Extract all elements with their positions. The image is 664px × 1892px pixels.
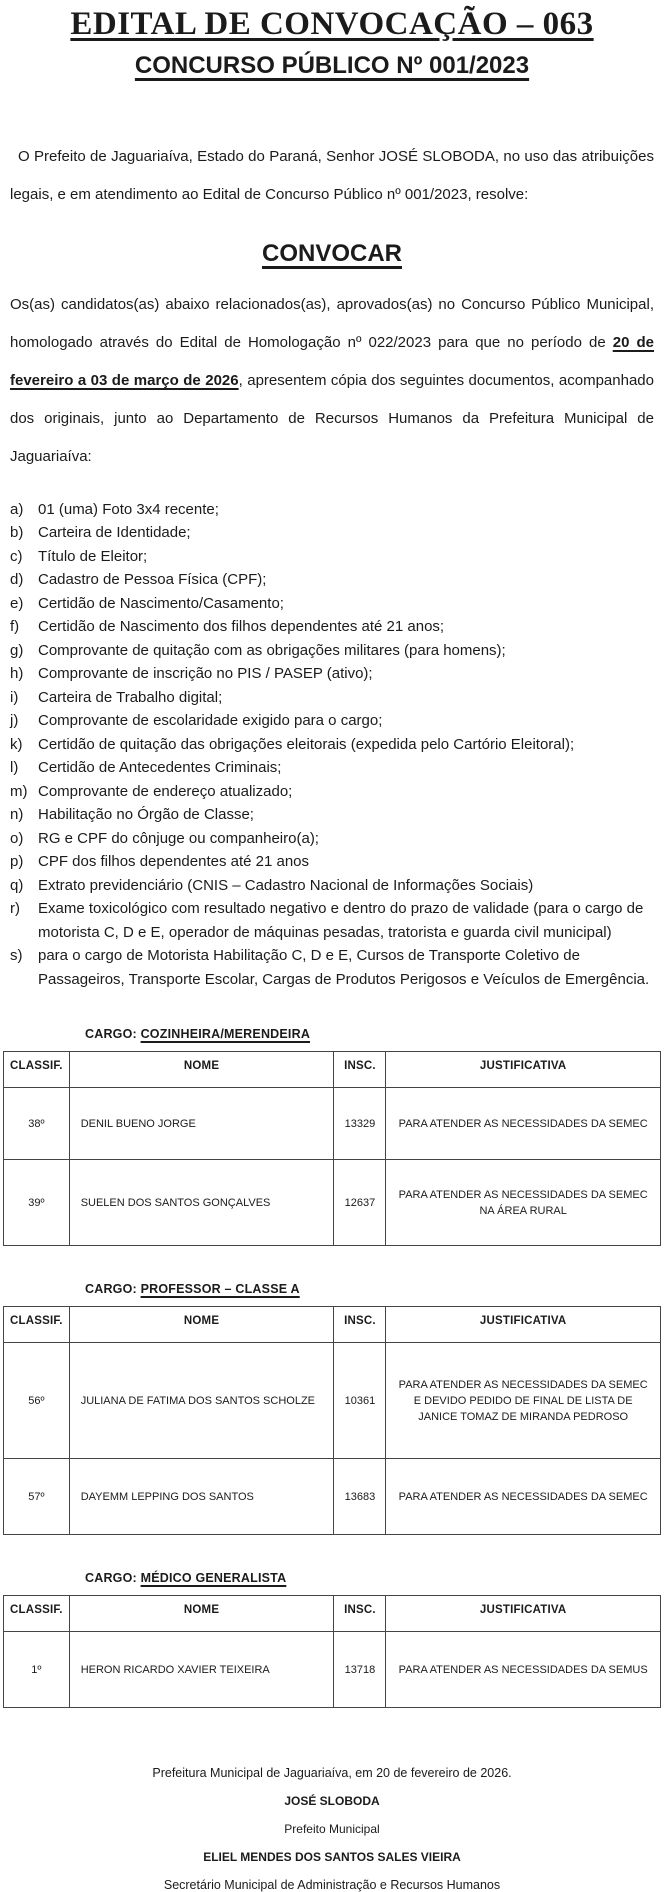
list-item-text: Certidão de quitação das obrigações eleitorais (expedida pelo Cartório Eleitoral);: [38, 735, 575, 753]
list-item-marker: c): [10, 547, 23, 565]
cell-classif: 57º: [4, 1459, 70, 1535]
header-nome: NOME: [69, 1052, 334, 1088]
page-title: [0, 6, 664, 44]
cell-insc: 12637: [334, 1160, 386, 1246]
list-item-marker: k): [10, 735, 23, 753]
cell-classif: 38º: [4, 1088, 70, 1160]
secretary-name: ELIEL MENDES DOS SANTOS SALES VIEIRA: [203, 1850, 461, 1865]
list-item-text: Certidão de Nascimento/Casamento;: [38, 594, 284, 612]
cargo-name: COZINHEIRA/MERENDEIRA: [140, 1027, 311, 1042]
list-item-text: Título de Eleitor;: [38, 547, 148, 565]
list-item: [10, 874, 654, 898]
convocar-heading-text: CONVOCAR: [261, 239, 402, 267]
list-item-marker: n): [10, 806, 24, 824]
header-nome: NOME: [69, 1307, 334, 1343]
list-item-marker: f): [10, 618, 20, 636]
header-insc: INSC.: [334, 1307, 386, 1343]
table-header-row: [4, 1596, 661, 1632]
list-item-text: CPF dos filhos dependentes até 21 anos: [38, 853, 310, 871]
list-item-text: Certidão de Antecedentes Criminais;: [38, 759, 282, 777]
cell-nome: SUELEN DOS SANTOS GONÇALVES: [69, 1160, 334, 1246]
header-classif: CLASSIF.: [4, 1052, 70, 1088]
list-item-marker: e): [10, 594, 24, 612]
cell-justificativa: PARA ATENDER AS NECESSIDADES DA SEMUS: [386, 1632, 661, 1708]
list-item-text: RG e CPF do cônjuge ou companheiro(a);: [38, 829, 319, 847]
cell-classif: 56º: [4, 1343, 70, 1459]
list-item: [10, 780, 654, 804]
cargo-name: PROFESSOR – CLASSE A: [140, 1282, 300, 1297]
list-item-marker: i): [10, 688, 19, 706]
list-item: [10, 756, 654, 780]
cell-classif: 39º: [4, 1160, 70, 1246]
list-item-text: Comprovante de quitação com as obrigações militares (para homens);: [38, 641, 506, 659]
list-item-marker: r): [10, 900, 20, 918]
subtitle: [0, 52, 664, 80]
list-item: [10, 498, 654, 522]
list-item: [10, 615, 654, 639]
cell-insc: 13329: [334, 1088, 386, 1160]
cell-nome: JULIANA DE FATIMA DOS SANTOS SCHOLZE: [69, 1343, 334, 1459]
list-item-marker: g): [10, 641, 24, 659]
list-item: [10, 827, 654, 851]
list-item: [10, 639, 654, 663]
header-classif: CLASSIF.: [4, 1596, 70, 1632]
list-item-text: Comprovante de endereço atualizado;: [38, 782, 293, 800]
list-item: [10, 686, 654, 710]
list-item-text: Habilitação no Órgão de Classe;: [38, 806, 254, 824]
table-header-row: [4, 1052, 661, 1088]
list-item-marker: b): [10, 524, 24, 542]
list-item-marker: d): [10, 571, 24, 589]
list-item-text: Extrato previdenciário (CNIS – Cadastro Nacional de Informações Sociais): [38, 876, 534, 894]
required-documents-list: [10, 498, 654, 992]
signature-block: [0, 1766, 664, 1892]
table-row: [4, 1160, 661, 1246]
convocation-paragraph: [10, 286, 654, 476]
header-justificativa: JUSTIFICATIVA: [386, 1307, 661, 1343]
deadline-highlight: 20 de fevereiro a 03 de março de 2026: [10, 333, 655, 389]
list-item-text: Carteira de Trabalho digital;: [38, 688, 223, 706]
secretary-title: Secretário Municipal de Administração e Recursos Humanos: [163, 1878, 501, 1892]
cargo-heading-cozinheira: [85, 1027, 664, 1041]
list-item-marker: q): [10, 876, 24, 894]
cell-justificativa: PARA ATENDER AS NECESSIDADES DA SEMEC: [386, 1088, 661, 1160]
list-item-text: Cadastro de Pessoa Física (CPF);: [38, 571, 267, 589]
header-nome: NOME: [69, 1596, 334, 1632]
header-insc: INSC.: [334, 1052, 386, 1088]
mayor-title: Prefeito Municipal: [284, 1822, 380, 1837]
cargo-heading-professor: [85, 1282, 664, 1296]
roster-table-cozinheira: [3, 1051, 661, 1246]
cargo-heading-medico: [85, 1571, 664, 1585]
cell-nome: HERON RICARDO XAVIER TEIXEIRA: [69, 1632, 334, 1708]
list-item-text: 01 (uma) Foto 3x4 recente;: [38, 500, 219, 518]
list-item-text: Comprovante de inscrição no PIS / PASEP (ativo);: [38, 665, 373, 683]
paragraph-segment: Os(as) candidatos(as) abaixo relacionados(as), aprovados(as) no Concurso Público Municipal, homologado através do Edital de Homologação nº 022/2023 para que no período de: [10, 295, 654, 351]
list-item-marker: h): [10, 665, 24, 683]
list-item-text: Comprovante de escolaridade exigido para o cargo;: [38, 712, 383, 730]
list-item-marker: l): [10, 759, 19, 777]
table-row: [4, 1088, 661, 1160]
page-title-text: EDITAL DE CONVOCAÇÃO – 063: [70, 6, 594, 42]
list-item-marker: a): [10, 500, 24, 518]
cargo-label: CARGO:: [85, 1571, 141, 1586]
roster-table-medico: [3, 1595, 661, 1708]
mayor-name: JOSÉ SLOBODA: [284, 1794, 380, 1809]
list-item: [10, 545, 654, 569]
cargo-label: CARGO:: [85, 1282, 141, 1297]
cell-insc: 13683: [334, 1459, 386, 1535]
list-item-text: Exame toxicológico com resultado negativo e dentro do prazo de validade (para o cargo de motorista C, D e E, operador de máquinas pesadas, tratorista e guarda civil municipal): [38, 900, 644, 941]
list-item-marker: s): [10, 947, 23, 965]
list-item: [10, 662, 654, 686]
subtitle-text: CONCURSO PÚBLICO Nº 001/2023: [134, 51, 530, 79]
list-item-text: Certidão de Nascimento dos filhos dependentes até 21 anos;: [38, 618, 445, 636]
list-item: [10, 592, 654, 616]
cell-insc: 10361: [334, 1343, 386, 1459]
list-item: [10, 803, 654, 827]
cell-justificativa: PARA ATENDER AS NECESSIDADES DA SEMEC NA ÁREA RURAL: [386, 1160, 661, 1246]
cell-justificativa: PARA ATENDER AS NECESSIDADES DA SEMEC E DEVIDO PEDIDO DE FINAL DE LISTA DE JANICE TOMAZ DE MIRANDA PEDROSO: [386, 1343, 661, 1459]
list-item: [10, 944, 654, 991]
cargo-name: MÉDICO GENERALISTA: [140, 1571, 287, 1586]
list-item: [10, 897, 654, 944]
list-item: [10, 850, 654, 874]
list-item: [10, 568, 654, 592]
table-row: [4, 1459, 661, 1535]
table-row: [4, 1343, 661, 1459]
roster-table-professor: [3, 1306, 661, 1535]
list-item-marker: p): [10, 853, 24, 871]
header-justificativa: JUSTIFICATIVA: [386, 1052, 661, 1088]
table-row: [4, 1632, 661, 1708]
header-justificativa: JUSTIFICATIVA: [386, 1596, 661, 1632]
cargo-label: CARGO:: [85, 1027, 141, 1042]
cell-nome: DENIL BUENO JORGE: [69, 1088, 334, 1160]
list-item-marker: o): [10, 829, 24, 847]
list-item: [10, 709, 654, 733]
list-item-text: Carteira de Identidade;: [38, 524, 191, 542]
intro-paragraph: O Prefeito de Jaguariaíva, Estado do Paraná, Senhor JOSÉ SLOBODA, no uso das atribuições legais, e em atendimento ao Edital de Concurso Público nº 001/2023, resolve:: [10, 147, 654, 203]
list-item-marker: j): [10, 712, 19, 730]
cell-justificativa: PARA ATENDER AS NECESSIDADES DA SEMEC: [386, 1459, 661, 1535]
list-item-marker: m): [10, 782, 28, 800]
cell-classif: 1º: [4, 1632, 70, 1708]
header-insc: INSC.: [334, 1596, 386, 1632]
cell-nome: DAYEMM LEPPING DOS SANTOS: [69, 1459, 334, 1535]
list-item: [10, 733, 654, 757]
paragraph-segment: , apresentem cópia dos seguintes documentos, acompanhado dos originais, junto ao Departamento de Recursos Humanos da Prefeitura Municipal de Jaguariaíva:: [10, 371, 654, 465]
table-header-row: [4, 1307, 661, 1343]
list-item: [10, 521, 654, 545]
header-classif: CLASSIF.: [4, 1307, 70, 1343]
convocar-heading: [0, 240, 664, 268]
list-item-text: para o cargo de Motorista Habilitação C, D e E, Cursos de Transporte Coletivo de Passageiros, Transporte Escolar, Cargas de Produtos Perigosos e Veículos de Emergência.: [38, 947, 650, 988]
dateline: Prefeitura Municipal de Jaguariaíva, em 20 de fevereiro de 2026.: [152, 1766, 512, 1781]
cell-insc: 13718: [334, 1632, 386, 1708]
